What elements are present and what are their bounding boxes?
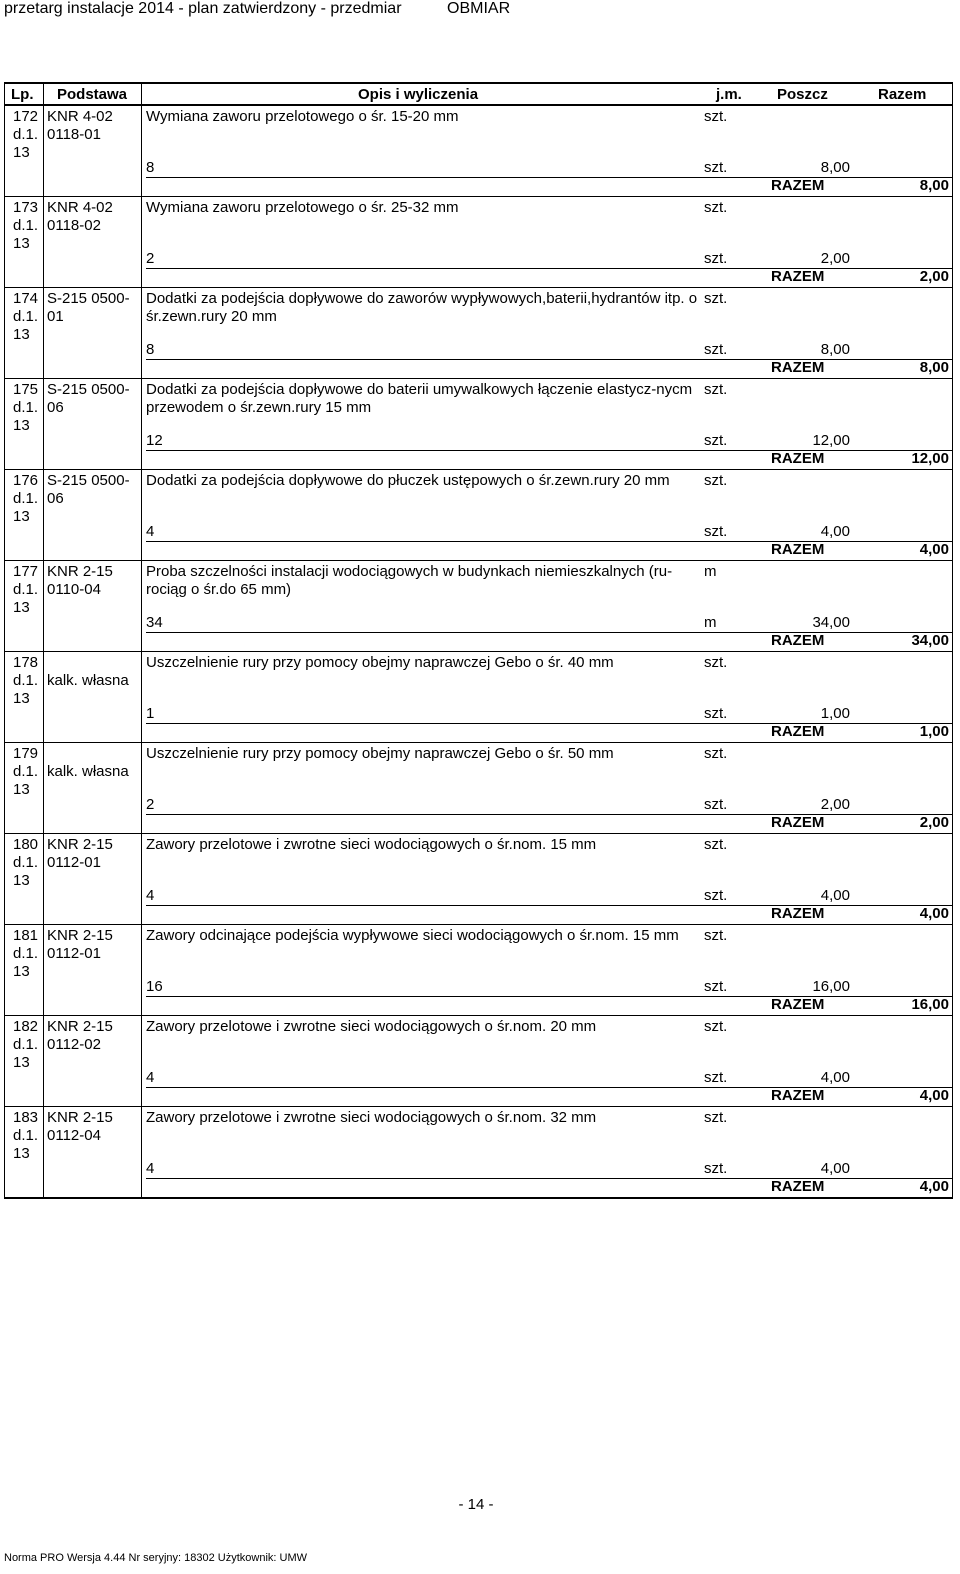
header-podstawa: Podstawa [57,86,128,103]
table-row [5,287,952,378]
row-quantity-unit: szt. [704,341,728,358]
row-podstawa-code: KNR 4-02 [47,108,113,125]
row-unit: szt. [704,472,728,489]
row-unit: szt. [704,1018,728,1035]
row-lp: 173 [13,199,39,216]
table-body [5,106,952,1197]
row-unit: szt. [704,381,728,398]
row-description: Zawory przelotowe i zwrotne sieci wodociągowych o śr.nom. 15 mm [146,836,597,853]
row-description: Zawory przelotowe i zwrotne sieci wodociągowych o śr.nom. 20 mm [146,1018,597,1035]
row-partial-value: 4,00 [820,1069,850,1086]
header-razem: Razem [878,86,927,103]
table-row [5,1106,952,1197]
table-row [5,1015,952,1106]
row-total-value: 4,00 [919,541,949,558]
row-unit: szt. [704,1109,728,1126]
row-lp-subchapter: 13 [13,144,30,161]
row-quantity-unit: szt. [704,250,728,267]
document-title: przetarg instalacje 2014 - plan zatwierdzony - przedmiar [4,0,402,17]
row-podstawa-number: 06 [47,399,64,416]
row-lp-chapter: d.1. [13,490,39,507]
row-lp-subchapter: 13 [13,872,30,889]
row-total-value: 8,00 [919,177,949,194]
row-partial-value: 8,00 [820,341,850,358]
row-quantity: 8 [146,159,155,176]
row-quantity: 12 [146,432,163,449]
row-total-label: RAZEM [771,268,825,285]
row-unit: szt. [704,290,728,307]
row-lp-subchapter: 13 [13,781,30,798]
row-description: Dodatki za podejścia dopływowe do zaworów wypływowych,baterii,hydrantów itp. o śr.zewn.rury 20 mm [146,290,698,325]
row-podstawa-code: KNR 2-15 [47,563,113,580]
row-partial-value: 12,00 [812,432,850,449]
row-lp-chapter: d.1. [13,399,39,416]
row-total-label: RAZEM [771,905,825,922]
row-total-label: RAZEM [771,632,825,649]
row-unit: m [704,563,717,580]
row-total-label: RAZEM [771,541,825,558]
table-row [5,196,952,287]
row-quantity-unit: szt. [704,1069,728,1086]
row-unit: szt. [704,836,728,853]
row-total-value: 16,00 [911,996,949,1013]
row-quantity-unit: szt. [704,1160,728,1177]
row-podstawa-code: KNR 4-02 [47,199,113,216]
row-lp-chapter: d.1. [13,581,39,598]
row-quantity: 4 [146,1160,155,1177]
measurement-table [4,82,953,1199]
table-row [5,378,952,469]
row-podstawa-code: S-215 0500- [47,381,130,398]
page-number: - 14 - [458,1496,494,1513]
row-podstawa-number: 0112-01 [47,854,101,871]
row-total-value: 2,00 [919,268,949,285]
row-lp-chapter: d.1. [13,1127,39,1144]
row-lp-subchapter: 13 [13,326,30,343]
row-partial-value: 2,00 [820,250,850,267]
row-quantity-unit: szt. [704,978,728,995]
row-total-value: 8,00 [919,359,949,376]
row-podstawa-code: KNR 2-15 [47,1109,113,1126]
row-total-label: RAZEM [771,814,825,831]
row-quantity-unit: m [704,614,717,631]
row-quantity: 16 [146,978,163,995]
row-description: Wymiana zaworu przelotowego o śr. 15-20 mm [146,108,459,125]
row-total-value: 4,00 [919,905,949,922]
row-lp-chapter: d.1. [13,763,39,780]
total-separator-line [146,450,952,451]
row-description: Zawory odcinające podejścia wypływowe sieci wodociągowych o śr.nom. 15 mm [146,927,679,944]
row-description: Uszczelnienie rury przy pomocy obejmy naprawczej Gebo o śr. 50 mm [146,745,614,762]
total-separator-line [146,632,952,633]
row-lp-chapter: d.1. [13,854,39,871]
row-description: Proba szczelności instalacji wodociągowych w budynkach niemieszkalnych (ru-rociąg o śr.do 65 mm) [146,563,673,598]
header-poszcz: Poszcz [777,86,828,103]
table-row [5,924,952,1015]
row-quantity-unit: szt. [704,523,728,540]
table-row [5,106,952,196]
row-description: Dodatki za podejścia dopływowe do baterii umywalkowych łączenie elastycz-nycm przewodem o śr.zewn.rury 15 mm [146,381,693,416]
row-total-label: RAZEM [771,177,825,194]
row-partial-value: 4,00 [820,887,850,904]
row-lp-subchapter: 13 [13,1145,30,1162]
row-lp: 176 [13,472,39,489]
row-lp-subchapter: 13 [13,599,30,616]
row-lp: 182 [13,1018,39,1035]
row-lp: 172 [13,108,39,125]
total-separator-line [146,359,952,360]
row-description: Dodatki za podejścia dopływowe do płuczek ustępowych o śr.zewn.rury 20 mm [146,472,670,489]
row-lp: 180 [13,836,39,853]
row-lp-chapter: d.1. [13,217,39,234]
row-total-label: RAZEM [771,723,825,740]
row-unit: szt. [704,199,728,216]
row-podstawa-number: kalk. własna [47,672,129,689]
row-quantity-unit: szt. [704,796,728,813]
row-partial-value: 8,00 [820,159,850,176]
row-lp-chapter: d.1. [13,308,39,325]
row-lp-subchapter: 13 [13,235,30,252]
row-quantity: 4 [146,523,155,540]
header-lp: Lp. [11,86,34,103]
row-podstawa-number: 0118-01 [47,126,101,143]
row-partial-value: 4,00 [820,1160,850,1177]
row-quantity-unit: szt. [704,159,728,176]
row-total-label: RAZEM [771,996,825,1013]
row-quantity-unit: szt. [704,705,728,722]
table-row [5,651,952,742]
row-podstawa-number: 0112-01 [47,945,101,962]
total-separator-line [146,1087,952,1088]
row-quantity-unit: szt. [704,432,728,449]
total-separator-line [146,905,952,906]
row-partial-value: 1,00 [820,705,850,722]
row-partial-value: 4,00 [820,523,850,540]
total-separator-line [146,541,952,542]
total-separator-line [146,1178,952,1179]
row-lp-chapter: d.1. [13,126,39,143]
row-total-value: 34,00 [911,632,949,649]
row-lp-subchapter: 13 [13,508,30,525]
row-podstawa-number: 0118-02 [47,217,101,234]
row-podstawa-number: kalk. własna [47,763,129,780]
total-separator-line [146,268,952,269]
section-title: OBMIAR [447,0,511,17]
row-lp-subchapter: 13 [13,1054,30,1071]
row-lp-subchapter: 13 [13,963,30,980]
row-description: Zawory przelotowe i zwrotne sieci wodociągowych o śr.nom. 32 mm [146,1109,597,1126]
software-footer: Norma PRO Wersja 4.44 Nr seryjny: 18302 Użytkownik: UMW [4,1552,307,1564]
row-lp-subchapter: 13 [13,690,30,707]
row-partial-value: 16,00 [812,978,850,995]
row-podstawa-number: 01 [47,308,64,325]
total-separator-line [146,723,952,724]
row-lp: 183 [13,1109,39,1126]
row-podstawa-number: 0110-04 [47,581,101,598]
row-quantity: 4 [146,1069,155,1086]
table-header [5,84,952,106]
row-unit: szt. [704,927,728,944]
row-quantity: 34 [146,614,163,631]
row-lp: 181 [13,927,39,944]
row-partial-value: 34,00 [812,614,850,631]
row-total-value: 12,00 [911,450,949,467]
row-quantity: 2 [146,250,155,267]
row-total-label: RAZEM [771,450,825,467]
row-podstawa-code: KNR 2-15 [47,836,113,853]
row-quantity: 2 [146,796,155,813]
row-quantity: 1 [146,705,155,722]
header-opis: Opis i wyliczenia [358,86,479,103]
row-total-value: 4,00 [919,1087,949,1104]
row-lp-chapter: d.1. [13,945,39,962]
row-unit: szt. [704,745,728,762]
total-separator-line [146,814,952,815]
row-unit: szt. [704,654,728,671]
row-total-value: 2,00 [919,814,949,831]
row-lp: 178 [13,654,39,671]
row-total-value: 4,00 [919,1178,949,1195]
row-podstawa-code: KNR 2-15 [47,1018,113,1035]
table-row [5,742,952,833]
row-lp-chapter: d.1. [13,1036,39,1053]
row-podstawa-code: KNR 2-15 [47,927,113,944]
row-podstawa-number: 0112-02 [47,1036,101,1053]
row-podstawa-number: 0112-04 [47,1127,101,1144]
row-podstawa-code: S-215 0500- [47,290,130,307]
row-lp: 175 [13,381,39,398]
row-description: Wymiana zaworu przelotowego o śr. 25-32 mm [146,199,459,216]
row-lp-chapter: d.1. [13,672,39,689]
row-podstawa-code: S-215 0500- [47,472,130,489]
total-separator-line [146,996,952,997]
row-partial-value: 2,00 [820,796,850,813]
row-total-value: 1,00 [919,723,949,740]
row-lp-subchapter: 13 [13,417,30,434]
row-lp: 177 [13,563,39,580]
table-row [5,469,952,560]
row-lp: 174 [13,290,39,307]
row-total-label: RAZEM [771,1178,825,1195]
row-quantity-unit: szt. [704,887,728,904]
row-lp: 179 [13,745,39,762]
row-quantity: 8 [146,341,155,358]
table-row [5,833,952,924]
row-description: Uszczelnienie rury przy pomocy obejmy naprawczej Gebo o śr. 40 mm [146,654,614,671]
row-total-label: RAZEM [771,359,825,376]
header-jm: j.m. [716,86,742,103]
table-row [5,560,952,651]
total-separator-line [146,177,952,178]
row-total-label: RAZEM [771,1087,825,1104]
row-podstawa-number: 06 [47,490,64,507]
row-unit: szt. [704,108,728,125]
row-quantity: 4 [146,887,155,904]
